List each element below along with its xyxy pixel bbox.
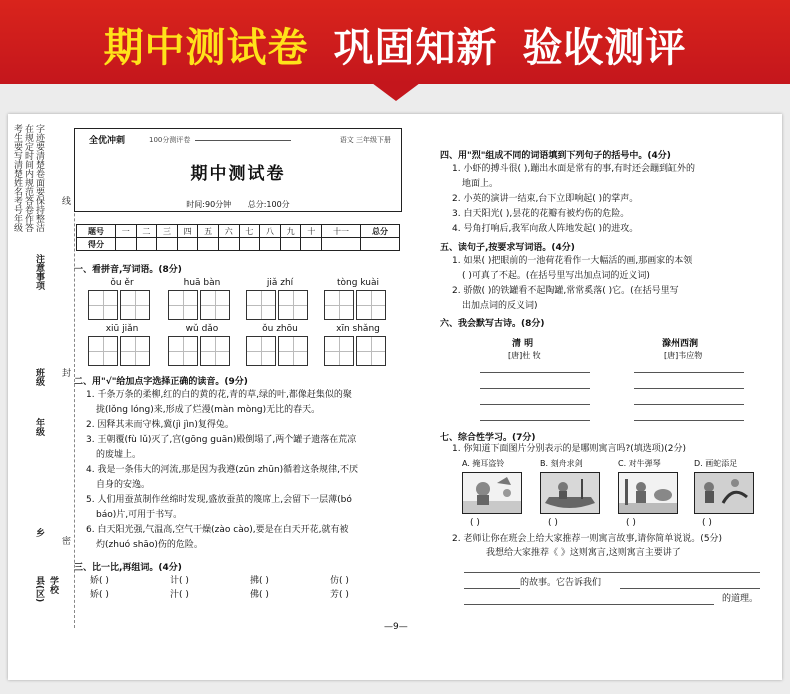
score-cell: 八 bbox=[260, 225, 281, 238]
poem-2-title: 滁州西涧 bbox=[662, 339, 699, 349]
poem-1-writing-line[interactable] bbox=[480, 420, 590, 421]
writing-box[interactable] bbox=[246, 336, 276, 366]
answer-line[interactable] bbox=[464, 604, 714, 605]
score-input[interactable] bbox=[218, 238, 239, 251]
poem-2-writing-line[interactable] bbox=[634, 372, 744, 373]
option-label: A. 掩耳盗铃 bbox=[462, 459, 505, 468]
fable-picture bbox=[540, 472, 600, 514]
score-cell: 得分 bbox=[77, 238, 116, 251]
question-line: ( )可真了不起。(在括号里写出加点词的近义词) bbox=[462, 271, 650, 281]
score-cell: 题号 bbox=[77, 225, 116, 238]
pinyin-label: ǒu ěr bbox=[110, 278, 134, 288]
exam-meta bbox=[75, 199, 401, 210]
question-line: 4. 我是一条伟大的河流,那是因为我遵(zūn zhūn)循着这条规律,不厌 bbox=[86, 465, 359, 475]
compare-item[interactable]: 娇( ) bbox=[90, 576, 109, 586]
pinyin-group bbox=[168, 276, 236, 320]
writing-box[interactable] bbox=[278, 336, 308, 366]
writing-box[interactable] bbox=[324, 336, 354, 366]
pinyin-group bbox=[324, 276, 392, 320]
score-input[interactable] bbox=[136, 238, 157, 251]
writing-box[interactable] bbox=[356, 336, 386, 366]
section-6-title: 六、我会默写古诗。(8分) bbox=[440, 319, 545, 329]
section-5-title: 五、读句子,按要求写词语。(4分) bbox=[440, 243, 575, 253]
grade-label: 年级 bbox=[34, 418, 44, 436]
pinyin-group bbox=[246, 276, 314, 320]
banner-title bbox=[0, 16, 790, 73]
question-line: 拢(lǒng lóng)来,形成了烂漫(màn mòng)无比的春天。 bbox=[96, 405, 321, 415]
compare-item[interactable]: 计( ) bbox=[170, 576, 189, 586]
banner-part2: 巩固知新 bbox=[333, 25, 498, 71]
poem-1-author: [唐]杜 牧 bbox=[508, 351, 541, 360]
score-cell: 一 bbox=[115, 225, 136, 238]
section-7-title: 七、综合性学习。(7分) bbox=[440, 433, 536, 443]
compare-item[interactable]: 芳( ) bbox=[330, 590, 349, 600]
brand-logo: 全优冲刺 bbox=[89, 136, 126, 146]
score-row-values bbox=[77, 238, 400, 251]
option-label: D. 画蛇添足 bbox=[694, 459, 738, 468]
option-label: C. 对牛弹琴 bbox=[618, 459, 661, 468]
poem-1-writing-line[interactable] bbox=[480, 388, 590, 389]
score-cell: 十 bbox=[301, 225, 322, 238]
writing-box[interactable] bbox=[88, 336, 118, 366]
question-line: báo)片,可用于书写。 bbox=[96, 510, 183, 520]
question-line: 1. 千条万条的柔柳,红的白的黄的花,青的草,绿的叶,都像赶集似的聚 bbox=[86, 390, 352, 400]
section-3-title: 三、比一比,再组词。(4分) bbox=[74, 563, 182, 573]
score-input[interactable] bbox=[157, 238, 178, 251]
pinyin-label: wǔ dǎo bbox=[185, 324, 219, 334]
exam-header bbox=[74, 128, 402, 212]
compare-item[interactable]: 仿( ) bbox=[330, 576, 349, 586]
option-label: B. 刻舟求剑 bbox=[540, 459, 583, 468]
banner-arrow bbox=[372, 83, 420, 101]
page-number: —9— bbox=[384, 622, 408, 632]
question-line: 2. 老师让你在班会上给大家推荐一则寓言故事,请你简单说说。(5分) bbox=[452, 534, 723, 544]
question-line: 6. 白天阳光强,气温高,空气干燥(zào cào),要是在白天开花,就有被 bbox=[86, 525, 349, 535]
pinyin-group bbox=[88, 322, 156, 366]
question-line: 地面上。 bbox=[462, 179, 499, 189]
score-cell: 四 bbox=[177, 225, 198, 238]
pinyin-group bbox=[88, 276, 156, 320]
poem-2-writing-line[interactable] bbox=[634, 404, 744, 405]
question-line: 2. 因释其耒而守株,冀(jì jìn)复得兔。 bbox=[86, 420, 234, 430]
fable-picture bbox=[694, 472, 754, 514]
question-line: 3. 王朝覆(fù lǔ)灭了,宫(gōng guān)殿倒塌了,两个罐子遗落在荒凉 bbox=[86, 435, 357, 445]
writing-box[interactable] bbox=[246, 290, 276, 320]
writing-box[interactable] bbox=[168, 336, 198, 366]
question-line: 1. 小虾的搏斗很( ),蹦出水面是常有的事,有时还会蹦到缸外的 bbox=[452, 164, 696, 174]
notes-label: 注意事项 bbox=[34, 254, 44, 290]
section-2-title: 二、用"√"给加点字选择正确的读音。(9分) bbox=[74, 377, 248, 387]
banner-part3: 验收测评 bbox=[522, 25, 687, 71]
seal-line-label: 线 bbox=[60, 196, 70, 205]
compare-item[interactable]: 拂( ) bbox=[250, 576, 269, 586]
writing-box[interactable] bbox=[120, 336, 150, 366]
poem-1-title: 清 明 bbox=[512, 339, 534, 349]
pinyin-label: xīn shǎng bbox=[336, 324, 380, 334]
writing-box[interactable] bbox=[200, 290, 230, 320]
poem-2-writing-line[interactable] bbox=[634, 388, 744, 389]
writing-box[interactable] bbox=[324, 290, 354, 320]
score-input[interactable] bbox=[260, 238, 281, 251]
binding-sidebar bbox=[10, 118, 68, 618]
question-line: 我想给大家推荐《 》这则寓言,这则寓言主要讲了 bbox=[486, 548, 681, 558]
poem-2-author: [唐]韦应物 bbox=[664, 351, 703, 360]
answer-line[interactable] bbox=[620, 588, 760, 589]
score-cell: 二 bbox=[136, 225, 157, 238]
pinyin-label: xiū jiǎn bbox=[105, 324, 139, 334]
fable-picture bbox=[618, 472, 678, 514]
header-grade: 语文 三年级下册 bbox=[339, 136, 391, 144]
pinyin-label: tòng kuài bbox=[337, 278, 379, 288]
pinyin-group bbox=[168, 322, 236, 366]
compare-item[interactable]: 娇( ) bbox=[90, 590, 109, 600]
compare-item[interactable]: 汁( ) bbox=[170, 590, 189, 600]
score-cell: 六 bbox=[218, 225, 239, 238]
fable-answer[interactable]: ( ) bbox=[470, 518, 480, 528]
banner-part1: 期中测试卷 bbox=[103, 25, 309, 71]
score-row-header bbox=[77, 225, 400, 238]
score-input[interactable] bbox=[198, 238, 219, 251]
question-line: 灼(zhuó shāo)伤的危险。 bbox=[96, 540, 203, 550]
secret-label: 密 bbox=[60, 536, 70, 545]
question-line: 1. 你知道下面图片分别表示的是哪则寓言吗?(填选项)(2分) bbox=[452, 444, 686, 454]
note-line-2: 在规定时间内规范答卷作答 bbox=[23, 124, 33, 232]
score-table bbox=[76, 224, 400, 251]
compare-item[interactable]: 佛( ) bbox=[250, 590, 269, 600]
score-input[interactable] bbox=[301, 238, 322, 251]
question-line: 1. 如果( )把眼前的一池荷花看作一大幅活的画,那画家的本领 bbox=[452, 256, 693, 266]
writing-box[interactable] bbox=[356, 290, 386, 320]
writing-box[interactable] bbox=[200, 336, 230, 366]
school-label: 学校 bbox=[48, 576, 58, 594]
answer-line[interactable] bbox=[464, 572, 760, 573]
question-line: 的废墟上。 bbox=[96, 450, 142, 460]
fable-picture bbox=[462, 472, 522, 514]
header-subtitle: 100分测评卷 bbox=[149, 136, 191, 144]
score-cell: 九 bbox=[280, 225, 301, 238]
note-line-3: 字迹要清楚卷面要保持整洁 bbox=[34, 124, 44, 232]
question-line: 4. 号角打响后,我军向敌人阵地发起( )的进攻。 bbox=[452, 224, 639, 234]
section-4-title: 四、用"烈"组成不同的词语填到下列句子的括号中。(4分) bbox=[440, 151, 671, 161]
score-input[interactable] bbox=[177, 238, 198, 251]
score-cell: 总分 bbox=[360, 225, 399, 238]
question-line: 3. 白天阳光( ),昙花的花瓣有被灼伤的危险。 bbox=[452, 209, 630, 219]
question-line: 2. 小英的演讲一结束,台下立即响起( )的掌声。 bbox=[452, 194, 639, 204]
fable-answer[interactable]: ( ) bbox=[702, 518, 712, 528]
district-label: 县(区) bbox=[34, 576, 44, 603]
class-label: 班级 bbox=[34, 368, 44, 386]
fable-answer[interactable]: ( ) bbox=[626, 518, 636, 528]
writing-box[interactable] bbox=[88, 290, 118, 320]
score-input[interactable] bbox=[280, 238, 301, 251]
answer-line[interactable] bbox=[464, 588, 520, 589]
score-cell: 七 bbox=[239, 225, 260, 238]
exam-total: 总分:100分 bbox=[247, 200, 290, 209]
pinyin-label: jiǎ zhí bbox=[266, 278, 294, 288]
score-input[interactable] bbox=[360, 238, 399, 251]
score-cell: 十一 bbox=[322, 225, 361, 238]
township-label: 乡 bbox=[34, 528, 44, 537]
score-cell: 三 bbox=[157, 225, 178, 238]
score-cell: 五 bbox=[198, 225, 219, 238]
poem-1-writing-line[interactable] bbox=[480, 372, 590, 373]
pinyin-label: huā bàn bbox=[183, 278, 221, 288]
note-line-1: 考生要写清楚姓名考号年级 bbox=[12, 124, 22, 232]
question-line: 的道理。 bbox=[722, 594, 759, 604]
score-input[interactable] bbox=[239, 238, 260, 251]
question-line: 2. 骄傲( )的铁罐看不起陶罐,常常奚落( )它。(在括号里写 bbox=[452, 286, 679, 296]
question-line: 出加点词的反义词) bbox=[462, 301, 538, 311]
pinyin-label: ǒu zhōu bbox=[262, 324, 298, 334]
seal-label: 封 bbox=[60, 368, 70, 377]
section-1-title: 一、看拼音,写词语。(8分) bbox=[74, 265, 182, 275]
pinyin-group bbox=[324, 322, 392, 366]
pinyin-group bbox=[246, 322, 314, 366]
question-line: 的故事。它告诉我们 bbox=[520, 578, 602, 588]
writing-box[interactable] bbox=[278, 290, 308, 320]
writing-box[interactable] bbox=[120, 290, 150, 320]
score-input[interactable] bbox=[322, 238, 361, 251]
exam-title: 期中测试卷 bbox=[190, 164, 286, 184]
score-input[interactable] bbox=[115, 238, 136, 251]
poem-2-writing-line[interactable] bbox=[634, 420, 744, 421]
writing-box[interactable] bbox=[168, 290, 198, 320]
question-line: 自身的安逸。 bbox=[96, 480, 151, 490]
question-line: 5. 人们用蚕茧制作丝绵时发现,盛放蚕茧的篾席上,会留下一层薄(bó bbox=[86, 495, 352, 505]
poem-1-writing-line[interactable] bbox=[480, 404, 590, 405]
exam-time: 时间:90分钟 bbox=[186, 200, 232, 209]
header-rule bbox=[195, 140, 291, 141]
fable-answer[interactable]: ( ) bbox=[548, 518, 558, 528]
